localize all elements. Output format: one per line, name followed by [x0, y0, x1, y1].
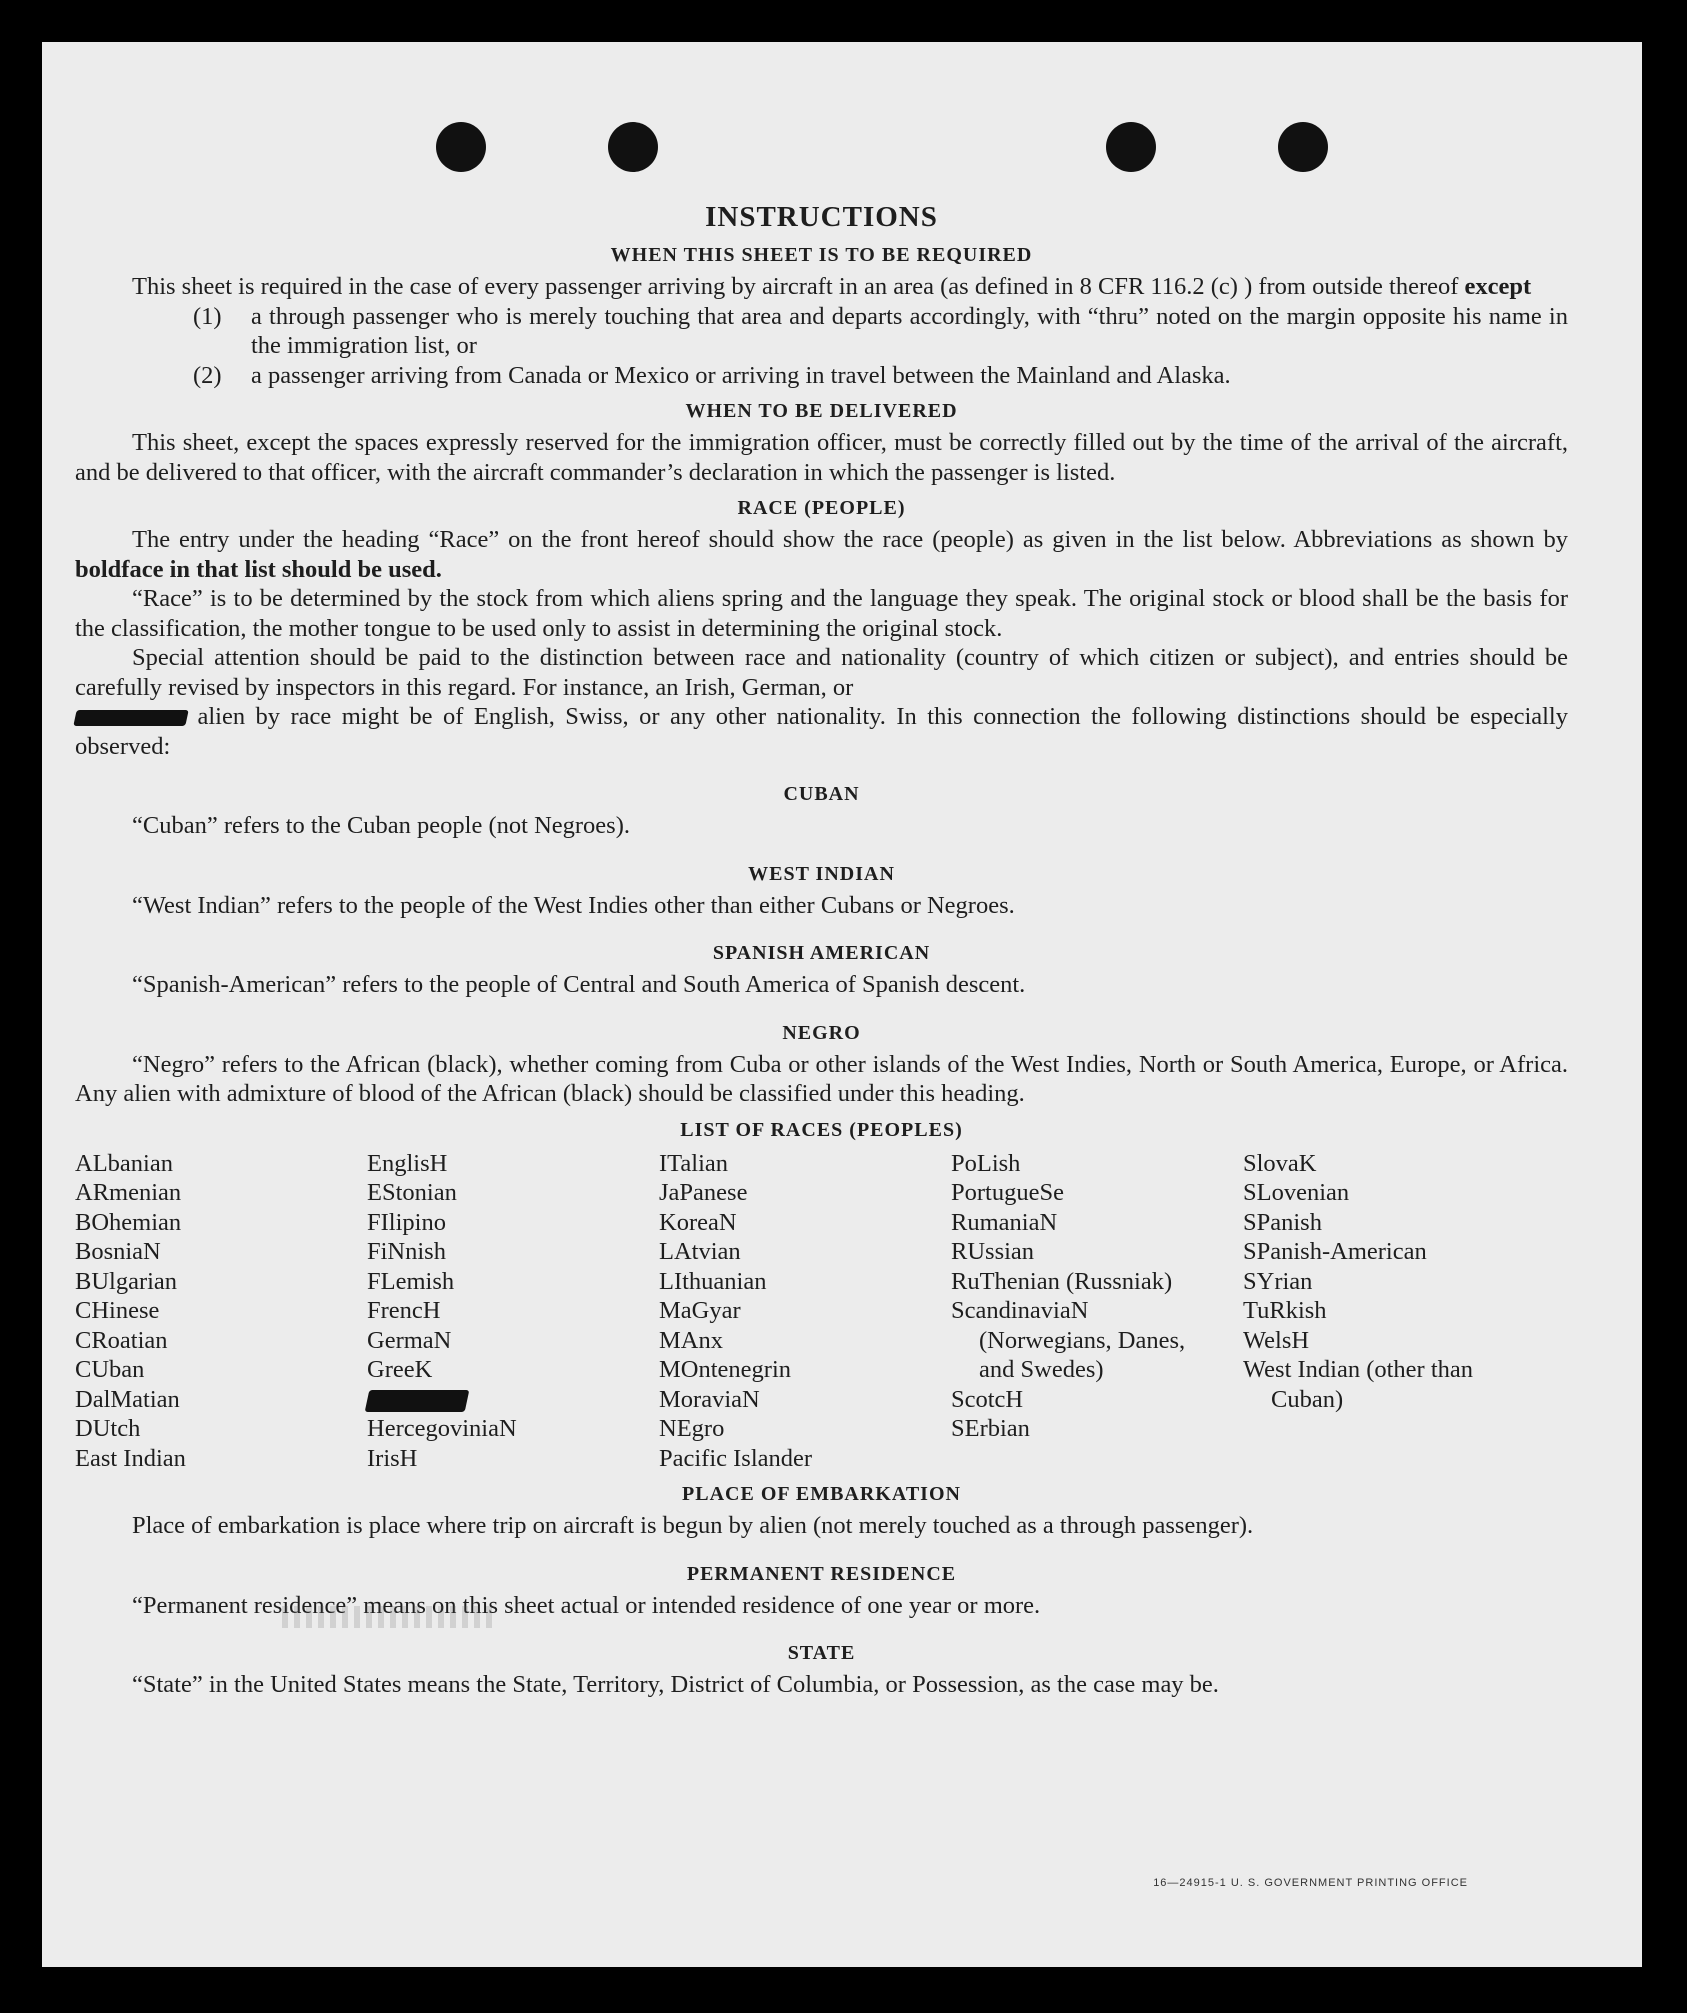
punch-hole	[608, 122, 658, 172]
race-item: FrencH	[367, 1297, 441, 1324]
exception-item: (1) a through passenger who is merely touching that area and departs accordingly, with “thru” noted on the margin opposite his name in the immigration list, or	[193, 302, 1568, 359]
race-paragraph-1: The entry under the heading “Race” on the front hereof should show the race (people) as given in the list below. Abbreviations as shown by boldface in that list should be used.	[75, 526, 1568, 583]
required-intro: This sheet is required in the case of every passenger arriving by aircraft in an area (as defined in 8 CFR 116.2 (c) ) from outside thereof except	[132, 273, 1532, 300]
race-item: FiNnish	[367, 1238, 446, 1265]
race-item: FLemish	[367, 1267, 455, 1295]
punch-hole	[1278, 122, 1328, 172]
race-item: ARmenian	[75, 1179, 182, 1206]
redaction-mark	[73, 710, 188, 726]
race-item: MoraviaN	[659, 1385, 760, 1413]
definition-heading: CUBAN	[783, 783, 860, 805]
race-item: MaGyar	[659, 1297, 741, 1324]
section-heading-race: RACE (PEOPLE)	[737, 497, 906, 519]
race-item: SYrian	[1243, 1267, 1313, 1295]
race-item: PoLish	[951, 1149, 1021, 1177]
race-item: ALbanian	[75, 1149, 173, 1177]
race-item: CRoatian	[75, 1326, 168, 1354]
races-column-5	[1243, 1149, 1523, 1474]
race-item: SPanish	[1243, 1208, 1322, 1236]
race-item: CHinese	[75, 1297, 160, 1324]
race-item: BosniaN	[75, 1238, 161, 1265]
race-item: KoreaN	[659, 1208, 737, 1236]
race-item: ITalian	[659, 1149, 729, 1177]
race-item: IrisH	[367, 1444, 418, 1472]
race-item: RumaniaN	[951, 1208, 1058, 1236]
race-item: SlovaK	[1243, 1149, 1317, 1177]
races-list-heading: LIST OF RACES (PEOPLES)	[680, 1118, 963, 1141]
print-smudge	[282, 1606, 492, 1628]
race-item-redacted	[367, 1385, 659, 1415]
race-item: SPanish-American	[1243, 1238, 1427, 1265]
delivered-text: This sheet, except the spaces expressly reserved for the immigration officer, must be correctly filled out by the time of the arrival of the aircraft, and be delivered to that officer, with the aircraft commander’s declaration in which the passenger is listed.	[75, 429, 1568, 486]
races-column-4	[951, 1149, 1243, 1474]
definition-text: “Spanish-American” refers to the people of Central and South America of Spanish descent.	[132, 971, 1026, 998]
page-title: INSTRUCTIONS	[705, 201, 938, 233]
definition-heading: NEGRO	[782, 1021, 861, 1044]
races-column-2	[367, 1149, 659, 1474]
race-item: MOntenegrin	[659, 1356, 791, 1383]
race-item: TuRkish	[1243, 1297, 1327, 1324]
embarkation-text: Place of embarkation is place where trip on aircraft is begun by alien (not merely touched as a through passenger).	[132, 1512, 1254, 1539]
races-list	[75, 1149, 1568, 1474]
race-item: BUlgarian	[75, 1267, 178, 1295]
definition-heading: WEST INDIAN	[748, 862, 895, 885]
race-item: HercegoviniaN	[367, 1415, 517, 1442]
punch-hole	[436, 122, 486, 172]
race-item: BOhemian	[75, 1208, 182, 1236]
race-item: DUtch	[75, 1415, 141, 1442]
section-heading-delivered: WHEN TO BE DELIVERED	[685, 400, 958, 422]
definition-text: “Negro” refers to the African (black), whether coming from Cuba or other islands of the West Indies, North or South America, Europe, or Africa. Any alien with admixture of blood of the African (black) should be classified under this heading.	[75, 1050, 1568, 1107]
redaction-mark	[365, 1390, 470, 1412]
race-item: RuThenian (Russniak)	[951, 1267, 1173, 1295]
printing-office-footer: 16—24915-1 U. S. GOVERNMENT PRINTING OFFICE	[1153, 1877, 1468, 1889]
section-heading-embarkation: PLACE OF EMBARKATION	[682, 1483, 961, 1505]
race-item: DalMatian	[75, 1385, 180, 1413]
race-item: WelsH	[1243, 1326, 1310, 1354]
state-text: “State” in the United States means the State, Territory, District of Columbia, or Possession, as the case may be.	[132, 1671, 1219, 1698]
race-item: LAtvian	[659, 1238, 741, 1265]
race-item: EnglisH	[367, 1149, 448, 1177]
race-item: JaPanese	[659, 1179, 748, 1206]
race-item: GermaN	[367, 1326, 452, 1354]
race-paragraph-3: Special attention should be paid to the distinction between race and nationality (country of which citizen or subject), and entries should be carefully revised by inspectors in this regard. For instance, an Irish, German, or alien by race might be of English, Swiss, or any other nationality. In this connection the following distinctions should be especially observed:	[75, 644, 1568, 760]
race-paragraph-2: “Race” is to be determined by the stock from which aliens spring and the language they speak. The original stock or blood shall be the basis for the classification, the mother tongue to be used only to assist in determining the original stock.	[75, 585, 1568, 642]
definition-heading: SPANISH AMERICAN	[712, 942, 931, 964]
race-item: PortugueSe	[951, 1179, 1064, 1206]
definition-text: “West Indian” refers to the people of the West Indies other than either Cubans or Negroes.	[132, 891, 1015, 919]
race-item: Pacific Islander	[659, 1444, 813, 1472]
race-item: RUssian	[951, 1238, 1035, 1265]
document-page	[42, 42, 1642, 1967]
race-item: MAnx	[659, 1326, 723, 1354]
race-item: East Indian	[75, 1444, 186, 1472]
section-heading-state: STATE	[787, 1642, 856, 1664]
section-heading-residence: PERMANENT RESIDENCE	[686, 1562, 957, 1585]
race-item: SErbian	[951, 1415, 1030, 1442]
race-item: NEgro	[659, 1415, 725, 1442]
race-item: West Indian (other than Cuban)	[1243, 1356, 1474, 1413]
race-item: ScotcH	[951, 1385, 1024, 1413]
race-item: CUban	[75, 1356, 145, 1383]
race-item: ScandinaviaN (Norwegians, Danes, and Swedes)	[951, 1297, 1186, 1383]
residence-text: “Permanent residence” means on this sheet actual or intended residence of one year or more.	[132, 1591, 1041, 1619]
race-item: FIlipino	[367, 1208, 446, 1236]
race-item: SLovenian	[1243, 1179, 1350, 1206]
races-column-3	[659, 1149, 951, 1474]
races-column-1	[75, 1149, 367, 1474]
race-item: EStonian	[367, 1179, 457, 1206]
except-bold: except	[1464, 273, 1532, 300]
definition-text: “Cuban” refers to the Cuban people (not Negroes).	[132, 812, 630, 839]
exception-item: (2) a passenger arriving from Canada or Mexico or arriving in travel between the Mainland and Alaska.	[193, 361, 1231, 389]
section-heading-required: WHEN THIS SHEET IS TO BE REQUIRED	[610, 244, 1033, 266]
race-item: GreeK	[367, 1356, 433, 1383]
punch-hole	[1106, 122, 1156, 172]
race-item: LIthuanian	[659, 1267, 767, 1295]
